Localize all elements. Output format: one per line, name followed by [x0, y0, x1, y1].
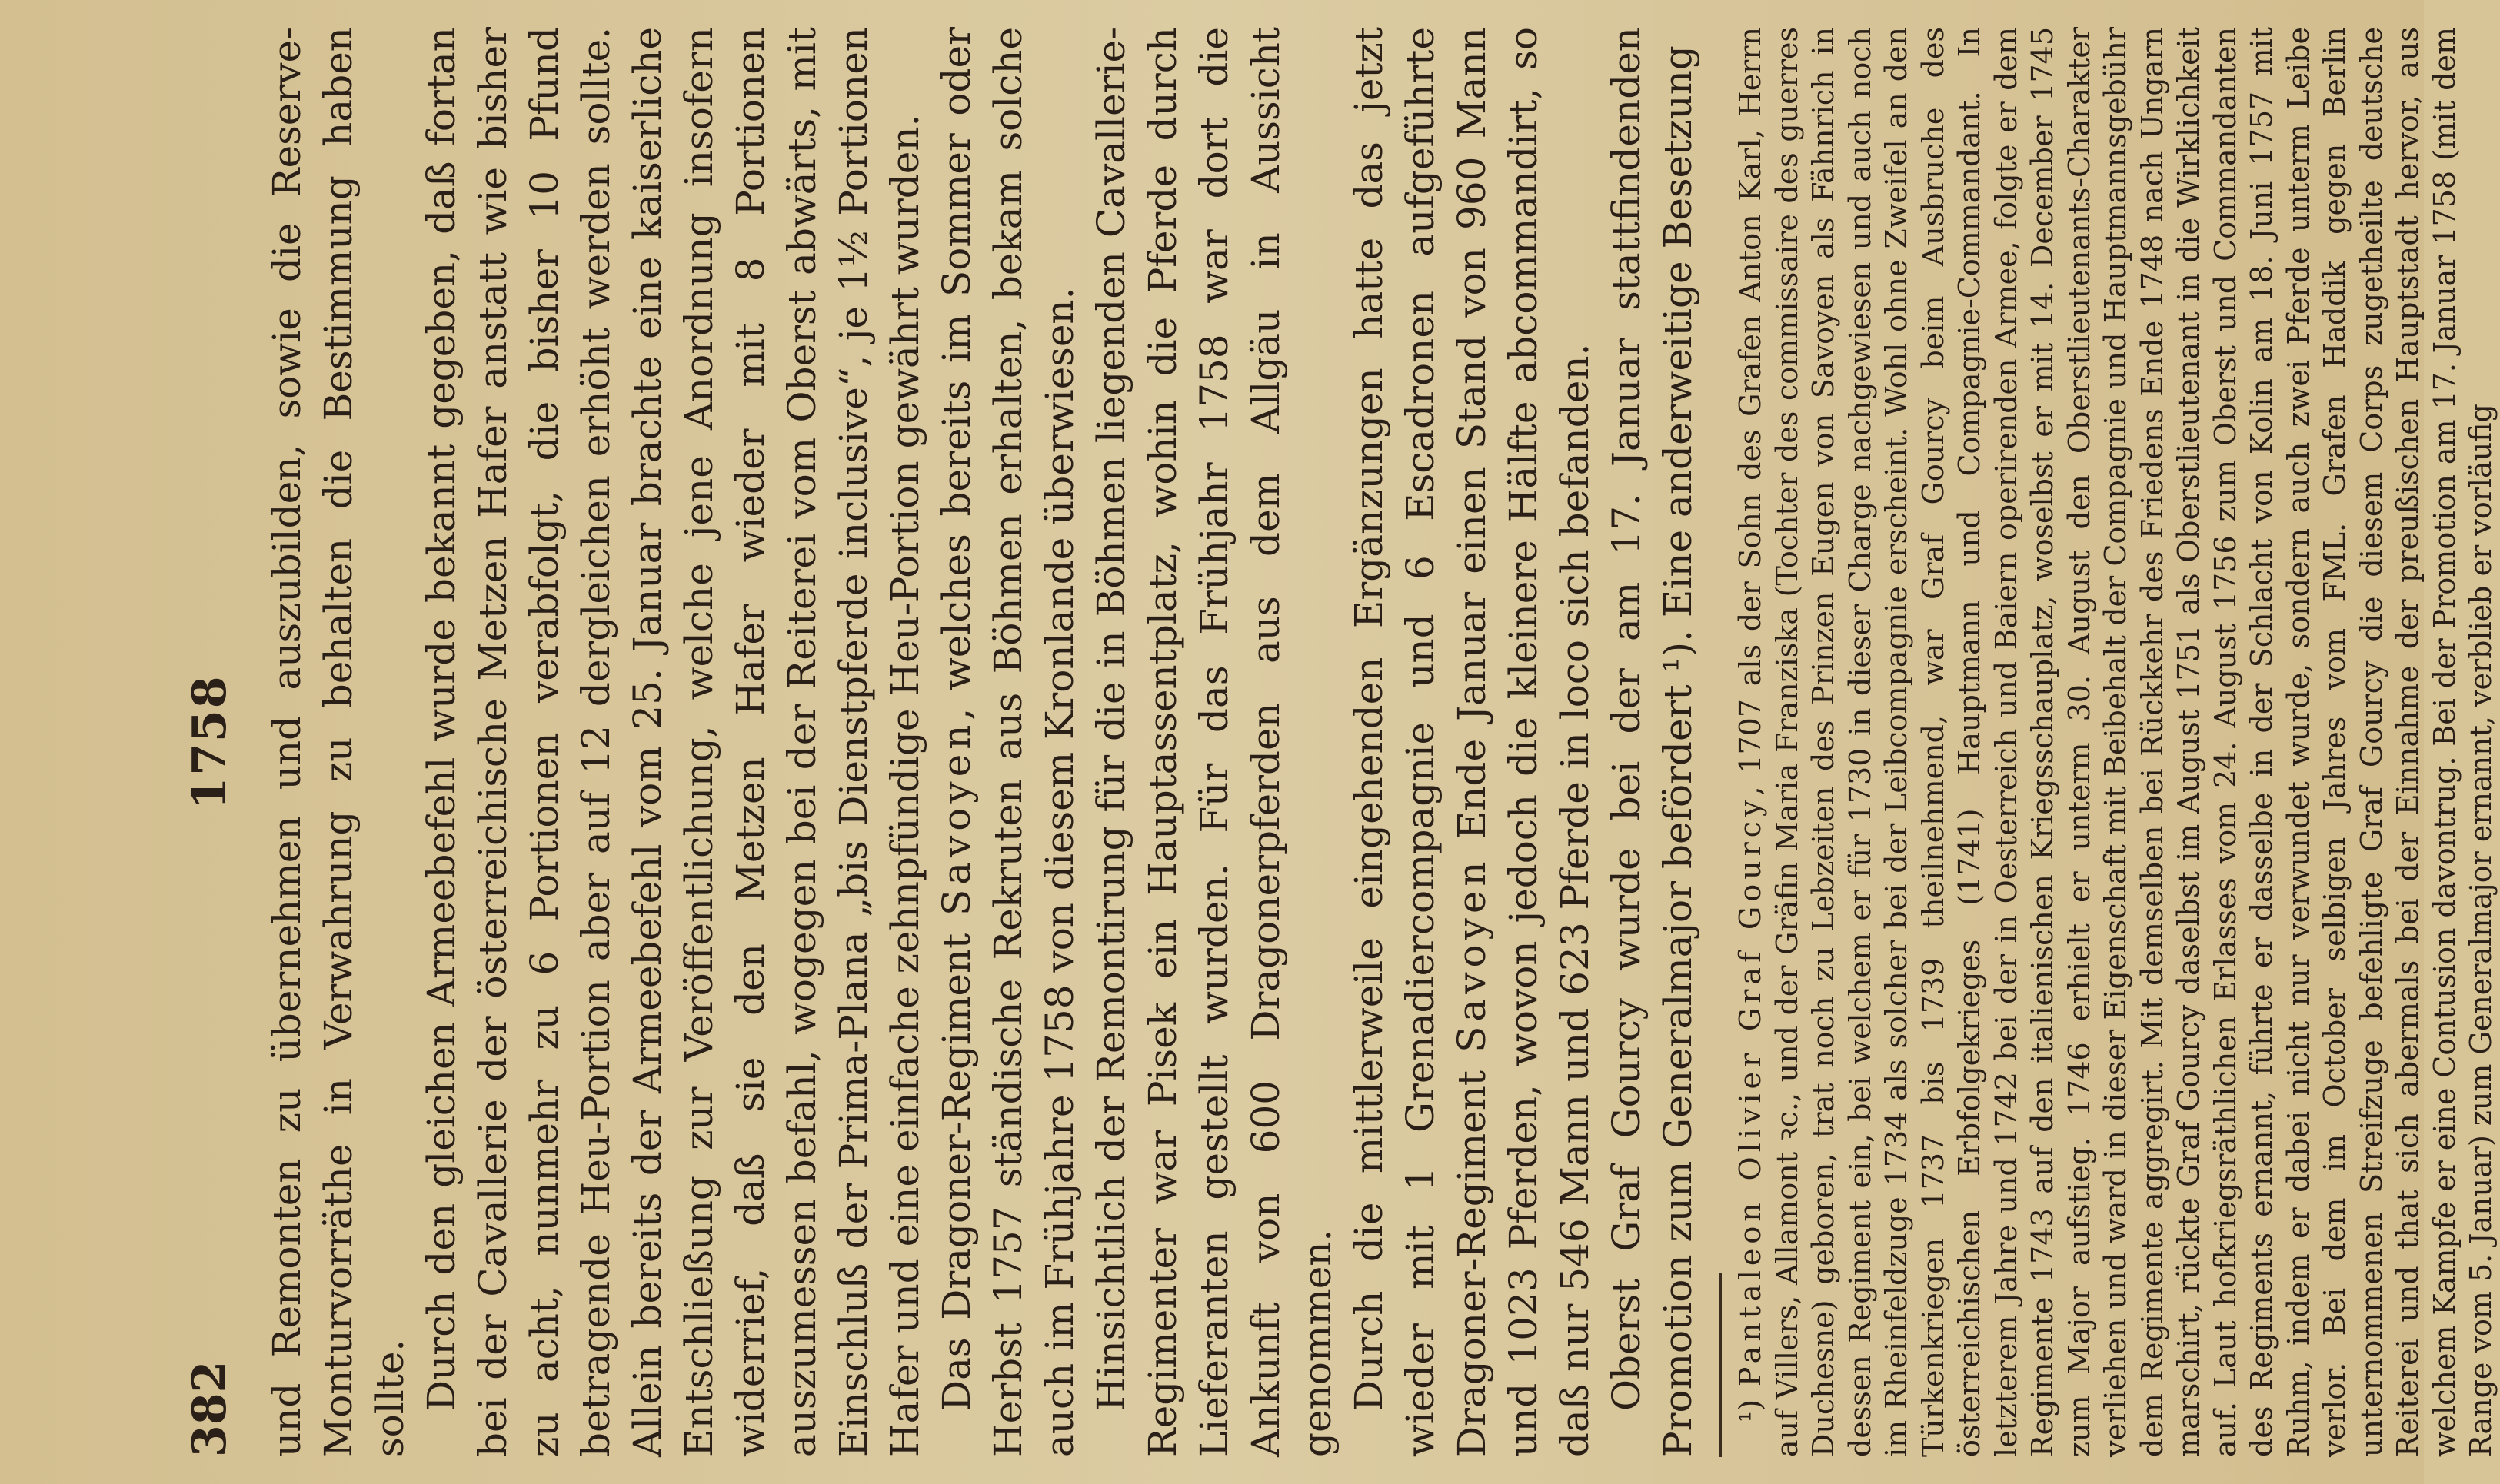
text-run: , 1707 als der Sohn des Grafen Anton Karl, Herrn auf Villers, Allamont ꝛc., und der Gräfin Maria Franziska (Tochter des commissaire des guerres Duchesne) geboren, trat noch zu Lebzeiten des Prinzen Eugen von Savoyen als Fähnrich in dessen Regiment ein, bei welchem er für 1730 in dieser Charge nachgewiesen und auch noch im Rheinfeldzuge 1734 als solcher bei der Leibcompagnie erscheint. Wohl ohne Zweifel an den Türkenkriegen 1737 bis 1739 theilnehmend, war Graf Gourcy beim Ausbruche des österreichischen Erbfolgekrieges (1741) Hauptmann und Compagnie-Commandant. In letzterem Jahre und 1742 bei der in Oesterreich und Baiern operirenden Armee, folgte er dem Regimente 1743 auf den italienischen Kriegsschauplatz, woselbst er mit 14. December 1745 zum Major aufstieg. 1746 erhielt er unterm 30. August den Oberstlieutenants-Charakter verliehen und ward in dieser Eigenschaft mit Beibehalt der Compagnie und Hauptmannsgebühr dem Regimente aggregirt. Mit demselben bei Rückkehr des Friedens Ende 1748 nach Ungarn marschirt, rückte Graf Gourcy daselbst im August 1751 als Oberstlieutenant in die Wirklichkeit auf. Laut hofkriegsräthlichen Erlasses vom 24. August 1756 zum Oberst und Commandanten des Regiments ernannt, führte er dasselbe in der Schlacht von Kolin am 18. Juni 1757 mit Ruhm, indem er dabei nicht nur verwundet wurde, sondern auch zwei Pferde unterm Leibe verlor. Bei dem im October selbigen Jahres vom FML. Grafen Haddik gegen Berlin unternommenen Streifzuge befehligte Graf Gourcy die diesem Corps zugetheilte deutsche Reiterei und that sich abermals bei der Einnahme der preußischen Hauptstadt hervor, aus welchem Kampfe er eine Contusion davontrug. Bei der Promotion am 17. Januar 1758 (mit dem Range vom 5. Januar) zum Generalmajor ernannt, verblieb er vorläufig [1733, 27, 2498, 1457]
paragraph: Oberst Graf Gourcy wurde bei der am 17. Januar stattfindenden Promotion zum Generalmajor befördert ¹). Eine anderweitige Besetzung [1604, 27, 1700, 1457]
paragraph: Hinsichtlich der Remontirung für die in Böhmen liegenden Cavallerie-Regimenter war Pisek ein Hauptassentplatz, wohin die Pferde durch Lieferanten gestellt wurden. Für das Frühjahr 1758 war dort die Ankunft von 600 Dragonerpferden aus dem Allgäu in Aussicht genommen. [1089, 27, 1340, 1457]
spaced-name: Savoyen [934, 720, 979, 917]
rotated-page-content [177, 26, 2498, 1457]
footnote-paragraph [1733, 27, 2500, 1457]
footnote-divider [1719, 1273, 1722, 1457]
paragraph [931, 27, 1086, 1457]
paragraph: und Remonten zu übernehmen und auszubilden, sowie die Reserve-Monturvorräthe in Verwahrung zu behalten die Bestimmung haben sollte. [265, 27, 412, 1457]
footnote [1733, 27, 2500, 1457]
main-text [261, 27, 1704, 1457]
text-run: Das Dragoner-Regiment [934, 933, 979, 1411]
text-run: Ende Januar einen Stand von 960 Mann und 1023 Pferden, wovon jedoch die kleinere Hälfte abcommandirt, so daß nur 546 Mann und 623 Pferde in loco sich befanden. [1450, 27, 1597, 1457]
text-run: Durch die mittlerweile eingehenden Ergänzungen hatte das jetzt wieder mit 1 Grenadiercompagnie und 6 Escadronen aufgeführte Dragoner-Regiment [1347, 27, 1494, 1457]
spaced-name: Savoyen [1450, 857, 1494, 1053]
paragraph: Durch den gleichen Armeebefehl wurde bekannt gegeben, daß fortan bei der Cavallerie der österreichische Metzen Hafer anstatt wie bisher zu acht, nunmehr zu 6 Portionen verabfolgt, die bisher 10 Pfund betragende Heu-Portion aber auf 12 dergleichen erhöht werden sollte. Allein bereits der Armeebefehl vom 25. Januar brachte eine kaiserliche Entschließung zur Veröffentlichung, welche jene Anordnung insofern widerrief, daß sie den Metzen Hafer wieder mit 8 Portionen auszumessen befahl, wogegen bei der Reiterei vom Oberst abwärts, mit Einschluß der Prima-Plana „bis Dienstpferde inclusive“, je 1½ Portionen Hafer und eine einfache zehnpfündige Heu-Portion gewährt wurden. [419, 27, 927, 1457]
spaced-name: Pantaleon Olivier Graf Gourcy [1733, 795, 1767, 1387]
page-header [177, 27, 261, 1457]
text-run: , welches bereits im Sommer oder Herbst 1757 ständische Rekruten aus Böhmen erhalten, bekam solche auch im Frühjahre 1758 von diesem Kronlande überwiesen. [934, 26, 1082, 1457]
page-number: 382 [183, 1360, 237, 1457]
paragraph [1343, 27, 1601, 1457]
running-head-year: 1758 [183, 674, 237, 810]
footnote-marker: ¹) [1733, 1399, 1767, 1422]
